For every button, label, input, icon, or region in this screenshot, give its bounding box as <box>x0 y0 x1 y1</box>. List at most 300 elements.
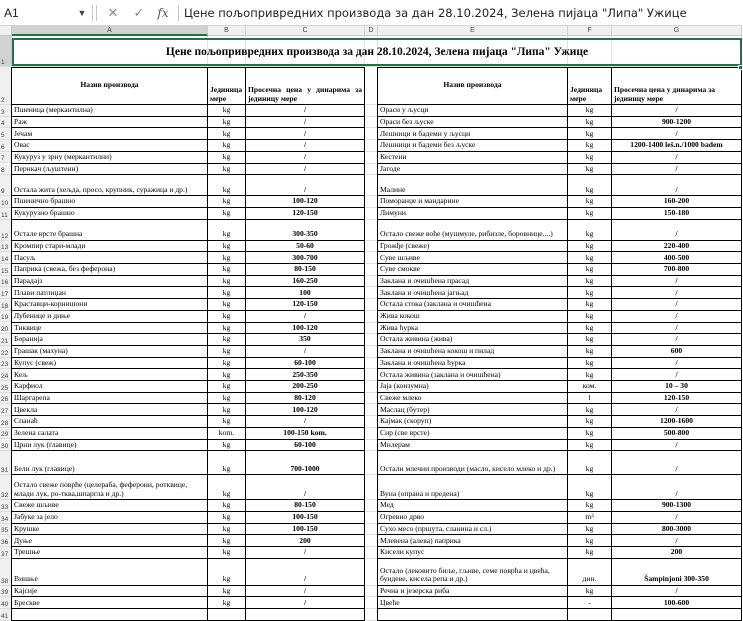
unit-cell[interactable]: kg <box>222 264 231 274</box>
row-header-20[interactable]: 20 <box>0 323 12 335</box>
row-header-15[interactable]: 15 <box>0 264 12 276</box>
column-header-c[interactable]: C <box>246 26 365 36</box>
price-cell[interactable]: / <box>303 184 307 194</box>
price-cell[interactable]: / <box>303 163 307 173</box>
unit-cell[interactable]: kg <box>222 116 231 126</box>
row-header-7[interactable]: 7 <box>0 152 12 164</box>
price-cell[interactable]: / <box>303 597 307 607</box>
price-cell[interactable]: / <box>303 346 307 356</box>
unit-cell[interactable]: kg <box>222 299 231 309</box>
product-name-cell[interactable]: Бресквe <box>14 597 40 607</box>
enter-icon[interactable]: ✓ <box>133 5 145 20</box>
unit-cell[interactable]: kg <box>222 240 231 250</box>
product-name-cell[interactable]: Пшеница (меркантилна) <box>14 105 93 115</box>
price-cell[interactable]: / <box>675 287 678 297</box>
price-cell[interactable]: 60-100 <box>294 357 316 367</box>
price-cell[interactable]: 120-150 <box>292 299 318 309</box>
unit-cell[interactable]: kg <box>585 523 594 533</box>
price-cell[interactable]: 100-120 <box>292 404 318 414</box>
formula-input[interactable]: Цене пољопривредних производа за дан 28.10.2024, Зелена пијаца "Липа" Ужице <box>184 6 687 20</box>
product-name-cell[interactable]: Речна и језерска риба <box>380 585 450 595</box>
price-cell[interactable]: 700-1000 <box>290 463 320 473</box>
row-header-14[interactable]: 14 <box>0 252 12 264</box>
column-header-b[interactable]: B <box>208 26 246 36</box>
product-name-cell[interactable]: Пернкач (љуштени) <box>14 163 79 173</box>
price-cell[interactable]: / <box>675 184 678 194</box>
row-header-27[interactable]: 27 <box>0 404 12 416</box>
unit-cell[interactable]: kg <box>222 196 231 206</box>
unit-cell[interactable]: kg <box>585 488 594 498</box>
product-name-cell[interactable]: Заклана и очишћена јагњад <box>380 287 469 297</box>
unit-cell[interactable]: kg <box>585 252 594 262</box>
price-cell[interactable]: 200-250 <box>292 381 318 391</box>
product-name-cell[interactable]: Кељ <box>14 369 28 379</box>
price-cell[interactable]: / <box>303 585 307 595</box>
unit-cell[interactable]: kg <box>585 140 594 150</box>
column-headers <box>12 26 742 36</box>
product-name-cell[interactable]: Лешници и бадеми без љуске <box>380 140 476 150</box>
unit-cell[interactable]: kg <box>585 229 594 239</box>
row-header-33[interactable]: 33 <box>0 500 12 512</box>
name-box-dropdown-icon[interactable]: ▼ <box>77 8 87 18</box>
price-cell[interactable]: / <box>675 128 678 138</box>
row-header-31[interactable]: 31 <box>0 451 12 475</box>
product-name-cell[interactable]: Јабуке за јело <box>14 512 58 522</box>
price-cell[interactable]: / <box>303 574 307 584</box>
row-header-16[interactable]: 16 <box>0 276 12 288</box>
unit-cell[interactable]: kom. <box>218 428 235 438</box>
product-name-cell[interactable]: Бели лук (главице) <box>14 463 75 473</box>
product-name-cell[interactable]: Јаја (конзумна) <box>380 381 429 391</box>
cancel-icon[interactable]: ✕ <box>107 5 119 20</box>
spreadsheet-grid[interactable] <box>12 36 742 607</box>
row-header-38[interactable]: 38 <box>0 559 12 586</box>
header-avg-price-left[interactable]: Просечна цена у динарима за јединицу мере <box>248 85 362 103</box>
price-cell[interactable]: 300-700 <box>292 252 318 262</box>
product-name-cell[interactable]: Краставци-корнишони <box>14 299 88 309</box>
product-name-cell[interactable]: Остала стока (заклана и очишћена <box>380 299 491 309</box>
price-cell[interactable]: / <box>675 275 678 285</box>
price-cell[interactable] <box>612 609 741 620</box>
product-name-cell[interactable]: Суве шљиве <box>380 252 420 262</box>
price-cell[interactable]: 300-350 <box>292 229 318 239</box>
unit-cell[interactable]: kg <box>585 264 594 274</box>
unit-cell[interactable]: kg <box>585 163 594 173</box>
product-name-cell[interactable]: Остале врсте брашна <box>14 229 83 239</box>
price-cell[interactable]: / <box>675 152 678 162</box>
row-header-23[interactable]: 23 <box>0 358 12 370</box>
unit-cell[interactable]: kg <box>222 369 231 379</box>
product-name-cell[interactable]: Пасуљ <box>14 252 36 262</box>
unit-cell[interactable]: kg <box>222 163 231 173</box>
header-avg-price-right[interactable]: Просечна цена у динарима за јединицу мере <box>614 85 716 103</box>
product-name-cell[interactable]: Грожђе (свеже) <box>380 240 430 250</box>
product-name-cell[interactable]: Суве смокве <box>380 264 421 274</box>
product-name-cell[interactable]: Сир (све врсте) <box>380 428 430 438</box>
product-name-cell[interactable]: Тиквице <box>14 322 42 332</box>
product-name-cell[interactable]: Остало свеже воће (мушмуле, рибизле, боровнице....) <box>380 229 553 239</box>
product-name-cell[interactable]: Поморанџе и мандарине <box>380 196 459 206</box>
product-name-cell[interactable]: Кајсије <box>14 585 38 595</box>
unit-cell[interactable]: kg <box>222 585 231 595</box>
row-header-22[interactable]: 22 <box>0 346 12 358</box>
product-name-cell[interactable]: Маслац (бутер) <box>380 404 430 414</box>
unit-cell[interactable]: дин. <box>582 574 597 584</box>
product-name-cell[interactable] <box>378 609 567 620</box>
price-cell[interactable]: 400-500 <box>663 252 690 262</box>
product-name-cell[interactable]: Пшенично брашно <box>14 196 76 206</box>
row-header-34[interactable]: 34 <box>0 512 12 524</box>
product-name-cell[interactable]: Лимуни <box>380 208 406 218</box>
price-cell[interactable]: / <box>675 299 678 309</box>
price-cell[interactable]: / <box>675 163 678 173</box>
unit-cell[interactable]: kg <box>222 311 231 321</box>
price-cell[interactable]: / <box>675 229 678 239</box>
row-header-32[interactable]: 32 <box>0 475 12 500</box>
product-name-cell[interactable]: Грашак (махуна) <box>14 346 68 356</box>
row-header-17[interactable]: 17 <box>0 287 12 299</box>
price-cell[interactable]: / <box>675 357 678 367</box>
price-cell[interactable]: 100-150 <box>292 523 318 533</box>
price-cell[interactable]: / <box>303 488 307 498</box>
price-cell[interactable]: 900-1200 <box>661 116 692 126</box>
unit-cell[interactable]: kg <box>585 116 594 126</box>
product-name-cell[interactable]: Остала живина (заклана и очишћена) <box>380 369 501 379</box>
product-name-cell[interactable]: Вишње <box>14 574 38 584</box>
price-cell[interactable]: 700-800 <box>663 264 690 274</box>
row-header-2[interactable]: 2 <box>0 67 12 105</box>
unit-cell[interactable]: kg <box>222 597 231 607</box>
product-name-cell[interactable]: Заклана и очишћена ћурка <box>380 357 466 367</box>
product-name-cell[interactable]: Ораси без љуске <box>380 116 434 126</box>
row-header-11[interactable]: 11 <box>0 208 12 220</box>
row-header-3[interactable]: 3 <box>0 105 12 117</box>
column-header-f[interactable]: F <box>568 26 612 36</box>
unit-cell[interactable]: kg <box>585 404 594 414</box>
price-cell[interactable]: 600 <box>670 346 683 356</box>
row-header-1[interactable]: 1 <box>0 36 12 67</box>
unit-cell[interactable]: kg <box>222 346 231 356</box>
unit-cell[interactable]: kg <box>585 535 594 545</box>
unit-cell[interactable] <box>208 609 245 620</box>
product-name-cell[interactable]: Цвеће <box>380 597 400 607</box>
product-name-cell[interactable]: Шаргарепа <box>14 392 50 402</box>
price-cell[interactable]: / <box>303 416 307 426</box>
header-product-name-right[interactable]: Назив производа <box>443 79 502 89</box>
price-cell[interactable]: / <box>675 463 678 473</box>
sheet-title-cell[interactable]: Цене пољопривредних производа за дан 28.10.2024, Зелена пијаца "Липа" Ужице <box>12 38 742 66</box>
row-header-4[interactable]: 4 <box>0 117 12 129</box>
price-cell[interactable]: / <box>675 404 678 414</box>
unit-cell[interactable]: kg <box>222 229 231 239</box>
product-name-cell[interactable]: Кајмак (скоруп) <box>380 416 432 426</box>
product-name-cell[interactable]: Зелена салата <box>14 428 59 438</box>
product-name-cell[interactable]: Огревно дрво <box>380 512 425 522</box>
unit-cell[interactable]: kg <box>222 322 231 332</box>
unit-cell[interactable]: kg <box>222 252 231 262</box>
price-cell[interactable]: / <box>675 105 678 115</box>
product-name-cell[interactable]: Крушке <box>14 523 40 533</box>
row-header-13[interactable]: 13 <box>0 241 12 253</box>
price-cell[interactable]: 100-150 kom. <box>283 428 327 438</box>
product-name-cell[interactable]: Ораси у љусци <box>380 105 429 115</box>
row-header-8[interactable]: 8 <box>0 164 12 176</box>
unit-cell[interactable]: kg <box>222 488 231 498</box>
price-cell[interactable]: 160-200 <box>663 196 690 206</box>
price-cell[interactable]: 10 – 30 <box>665 381 688 391</box>
unit-cell[interactable]: kg <box>222 416 231 426</box>
row-header-5[interactable]: 5 <box>0 128 12 140</box>
unit-cell[interactable]: kg <box>585 322 594 332</box>
unit-cell[interactable]: kg <box>585 500 594 510</box>
unit-cell[interactable]: kg <box>222 535 231 545</box>
product-name-cell[interactable]: Милерам <box>380 439 410 449</box>
unit-cell[interactable]: kg <box>585 357 594 367</box>
column-header-d[interactable]: D <box>365 26 378 36</box>
selection-fill-handle[interactable] <box>738 65 743 70</box>
product-name-cell[interactable]: Заклана и очишћена прасад <box>380 275 470 285</box>
product-name-cell[interactable]: Остала жита (хељда, просо, крупник, суражица и др.) <box>14 184 188 194</box>
unit-cell[interactable]: kg <box>585 585 594 595</box>
price-cell[interactable]: 1200-1400 leš.n./1000 badem <box>630 140 723 150</box>
column-header-g[interactable]: G <box>612 26 742 36</box>
row-header-10[interactable]: 10 <box>0 196 12 208</box>
row-header-6[interactable]: 6 <box>0 140 12 152</box>
price-cell[interactable]: 100-150 <box>292 512 318 522</box>
unit-cell[interactable]: kg <box>222 184 231 194</box>
price-cell[interactable]: 100-600 <box>663 597 690 607</box>
price-cell[interactable]: / <box>675 322 678 332</box>
product-name-cell[interactable]: Кукуруз у зрну (меркантилни) <box>14 152 112 162</box>
row-header-29[interactable]: 29 <box>0 428 12 440</box>
unit-cell[interactable]: kg <box>222 357 231 367</box>
product-name-cell[interactable]: Купус (свеж) <box>14 357 57 367</box>
unit-cell[interactable]: kg <box>222 140 231 150</box>
product-name-cell[interactable]: Кукурузно брашно <box>14 208 75 218</box>
product-name-cell[interactable]: Боранија <box>14 334 43 344</box>
row-header-25[interactable]: 25 <box>0 381 12 393</box>
unit-cell[interactable]: kg <box>585 416 594 426</box>
price-cell[interactable]: / <box>303 152 307 162</box>
product-name-cell[interactable]: Карфиол <box>14 381 43 391</box>
product-name-cell[interactable]: Жива ћурка <box>380 322 418 332</box>
unit-cell[interactable]: kg <box>585 105 594 115</box>
price-cell[interactable]: 50-60 <box>296 240 314 250</box>
product-name-cell[interactable]: Раж <box>14 116 27 126</box>
price-cell[interactable]: / <box>303 128 307 138</box>
price-cell[interactable]: 220-400 <box>663 240 690 250</box>
unit-cell[interactable]: m³ <box>585 512 594 522</box>
product-name-cell[interactable]: Жива кокош <box>380 311 420 321</box>
product-name-cell[interactable]: Малине <box>380 184 406 194</box>
price-cell[interactable]: / <box>303 140 307 150</box>
product-name-cell[interactable]: Кисели купус <box>380 547 425 557</box>
price-cell[interactable]: 160-250 <box>292 275 318 285</box>
unit-cell[interactable]: kg <box>585 208 594 218</box>
unit-cell[interactable]: kg <box>222 439 231 449</box>
price-cell[interactable]: / <box>675 334 678 344</box>
price-cell[interactable]: 80-150 <box>294 264 316 274</box>
unit-cell[interactable]: kg <box>222 208 231 218</box>
unit-cell[interactable]: kg <box>222 523 231 533</box>
product-name-cell[interactable]: Остало свеже поврће (целераба, феферони, ротквице, млади лук, ро-тква,шпаргла и др.) <box>14 480 188 498</box>
product-name-cell[interactable]: Лубенице и диње <box>14 311 71 321</box>
product-name-cell[interactable]: Црни лук (главице) <box>14 439 77 449</box>
unit-cell[interactable]: kg <box>585 463 594 473</box>
price-cell[interactable]: Šampinjoni 300-350 <box>644 574 709 584</box>
unit-cell[interactable]: - <box>588 597 591 607</box>
price-cell[interactable]: 120-150 <box>663 392 690 402</box>
product-name-cell[interactable]: Млевена (алева) паприка <box>380 535 461 545</box>
product-name-cell[interactable]: Паприка (свежа, без феферона) <box>14 264 116 274</box>
product-name-cell[interactable]: Остало (лековито биље, гљиве, семе поврћа и цвећа, бундеве, кисела репа и др.) <box>380 565 550 584</box>
price-cell[interactable]: 100 <box>299 287 311 297</box>
unit-cell[interactable]: kg <box>222 463 231 473</box>
row-header-9[interactable]: 9 <box>0 175 12 196</box>
unit-cell[interactable]: kg <box>222 275 231 285</box>
unit-cell[interactable]: kg <box>585 275 594 285</box>
product-name-cell[interactable]: Јагоде <box>380 163 401 173</box>
price-cell[interactable]: 80-120 <box>294 392 316 402</box>
price-cell[interactable]: / <box>303 105 307 115</box>
name-box[interactable]: A1 <box>4 6 19 20</box>
price-cell[interactable]: / <box>675 311 678 321</box>
price-cell[interactable]: 500-800 <box>663 428 690 438</box>
row-header-40[interactable]: 40 <box>0 597 12 609</box>
product-name-cell[interactable]: Лешници и бадеми у љусци <box>380 128 471 138</box>
row-header-39[interactable]: 39 <box>0 586 12 598</box>
price-cell[interactable]: 350 <box>299 334 311 344</box>
header-product-name-left[interactable]: Назив производа <box>80 79 139 89</box>
row-header-30[interactable]: 30 <box>0 440 12 452</box>
row-header-12[interactable]: 12 <box>0 220 12 241</box>
row-header-35[interactable]: 35 <box>0 524 12 536</box>
unit-cell[interactable]: kg <box>585 428 594 438</box>
product-name-cell[interactable]: Плави патлиџан <box>14 287 66 297</box>
unit-cell[interactable]: kg <box>585 196 594 206</box>
product-name-cell[interactable]: Сухо месо (пршута, сланина и сл.) <box>380 523 492 533</box>
unit-cell[interactable]: ком. <box>582 381 597 391</box>
unit-cell[interactable]: kg <box>585 152 594 162</box>
product-name-cell[interactable]: Овас <box>14 140 30 150</box>
product-name-cell[interactable]: Остали млечни производи (масло, кисело млеко и др.) <box>380 463 556 473</box>
price-cell[interactable]: 100-120 <box>292 322 318 332</box>
product-name-cell[interactable]: Остала живина (жива) <box>380 334 453 344</box>
row-header-18[interactable]: 18 <box>0 299 12 311</box>
price-cell[interactable]: 800-3000 <box>661 523 692 533</box>
price-cell[interactable]: / <box>675 585 678 595</box>
unit-cell[interactable]: kg <box>585 346 594 356</box>
unit-cell[interactable]: kg <box>585 334 594 344</box>
price-cell[interactable]: / <box>675 535 678 545</box>
unit-cell[interactable]: kg <box>585 439 594 449</box>
unit-cell[interactable]: kg <box>222 105 231 115</box>
price-cell[interactable]: 1200-1600 <box>660 416 693 426</box>
product-name-cell[interactable]: Кромпир стари-млади <box>14 240 86 250</box>
unit-cell[interactable]: kg <box>585 240 594 250</box>
row-header-28[interactable]: 28 <box>0 416 12 428</box>
column-header-e[interactable]: E <box>378 26 568 36</box>
unit-cell[interactable]: kg <box>222 500 231 510</box>
header-unit-left[interactable]: Јединица мере <box>210 85 243 103</box>
row-header-37[interactable]: 37 <box>0 547 12 559</box>
product-name-cell[interactable]: Парадајз <box>14 275 43 285</box>
select-all-corner[interactable] <box>0 26 12 36</box>
unit-cell[interactable]: kg <box>585 184 594 194</box>
unit-cell[interactable]: kg <box>222 392 231 402</box>
unit-cell[interactable]: kg <box>222 574 231 584</box>
unit-cell[interactable]: kg <box>222 128 231 138</box>
price-cell[interactable]: / <box>675 488 678 498</box>
header-unit-right[interactable]: Јединица мере <box>570 85 603 103</box>
price-cell[interactable]: 60-100 <box>294 439 316 449</box>
unit-cell[interactable]: kg <box>222 547 231 557</box>
unit-cell[interactable]: kg <box>585 311 594 321</box>
unit-cell[interactable]: kg <box>585 299 594 309</box>
price-cell[interactable]: / <box>303 311 307 321</box>
unit-cell[interactable] <box>568 609 611 620</box>
price-cell[interactable]: 900-1300 <box>661 500 692 510</box>
row-header-21[interactable]: 21 <box>0 334 12 346</box>
price-cell[interactable]: 250-350 <box>292 369 318 379</box>
row-header-24[interactable]: 24 <box>0 369 12 381</box>
unit-cell[interactable]: kg <box>222 512 231 522</box>
unit-cell[interactable]: kg <box>222 334 231 344</box>
row-header-19[interactable]: 19 <box>0 311 12 323</box>
unit-cell[interactable]: kg <box>585 547 594 557</box>
row-header-36[interactable]: 36 <box>0 535 12 547</box>
unit-cell[interactable]: kg <box>222 152 231 162</box>
insert-function-icon[interactable]: fx <box>157 6 169 20</box>
column-header-a[interactable]: A <box>12 26 208 36</box>
price-cell[interactable] <box>246 609 364 620</box>
price-cell[interactable]: 150-180 <box>663 208 690 218</box>
price-cell[interactable]: / <box>675 512 678 522</box>
row-header-26[interactable]: 26 <box>0 393 12 405</box>
price-cell[interactable]: 200 <box>670 547 683 557</box>
unit-cell[interactable]: kg <box>222 287 231 297</box>
price-cell[interactable]: 100-120 <box>292 196 318 206</box>
unit-cell[interactable]: kg <box>585 287 594 297</box>
unit-cell[interactable]: l <box>588 392 591 402</box>
product-name-cell[interactable]: Дуње <box>14 535 32 545</box>
product-name-cell[interactable]: Свеже млеко <box>380 392 422 402</box>
row-header-41[interactable]: 41 <box>0 609 12 621</box>
unit-cell[interactable]: kg <box>222 381 231 391</box>
product-name-cell[interactable]: Спанаћ <box>14 416 38 426</box>
price-cell[interactable]: / <box>675 369 678 379</box>
product-name-cell[interactable]: Кестени <box>380 152 407 162</box>
price-cell[interactable]: 200 <box>299 535 311 545</box>
product-name-cell[interactable]: Свеже шљиве <box>14 500 59 510</box>
divider <box>178 5 179 21</box>
unit-cell[interactable]: kg <box>222 404 231 414</box>
product-name-cell[interactable] <box>12 609 207 620</box>
unit-cell[interactable]: kg <box>585 369 594 379</box>
price-cell[interactable]: / <box>675 439 678 449</box>
price-cell[interactable]: 120-150 <box>292 208 318 218</box>
price-cell[interactable]: 80-150 <box>294 500 316 510</box>
product-name-cell[interactable]: Мед <box>380 500 394 510</box>
product-name-cell[interactable]: Трешње <box>14 547 41 557</box>
product-name-cell[interactable]: Цвекла <box>14 404 38 414</box>
price-cell[interactable]: / <box>303 116 307 126</box>
product-name-cell[interactable]: Јечам <box>14 128 33 138</box>
unit-cell[interactable]: kg <box>585 128 594 138</box>
price-cell[interactable]: / <box>303 547 307 557</box>
product-name-cell[interactable]: Вуна (опрана и предена) <box>380 488 460 498</box>
product-name-cell[interactable]: Заклана и очишћена кокош и пилад <box>380 346 495 356</box>
